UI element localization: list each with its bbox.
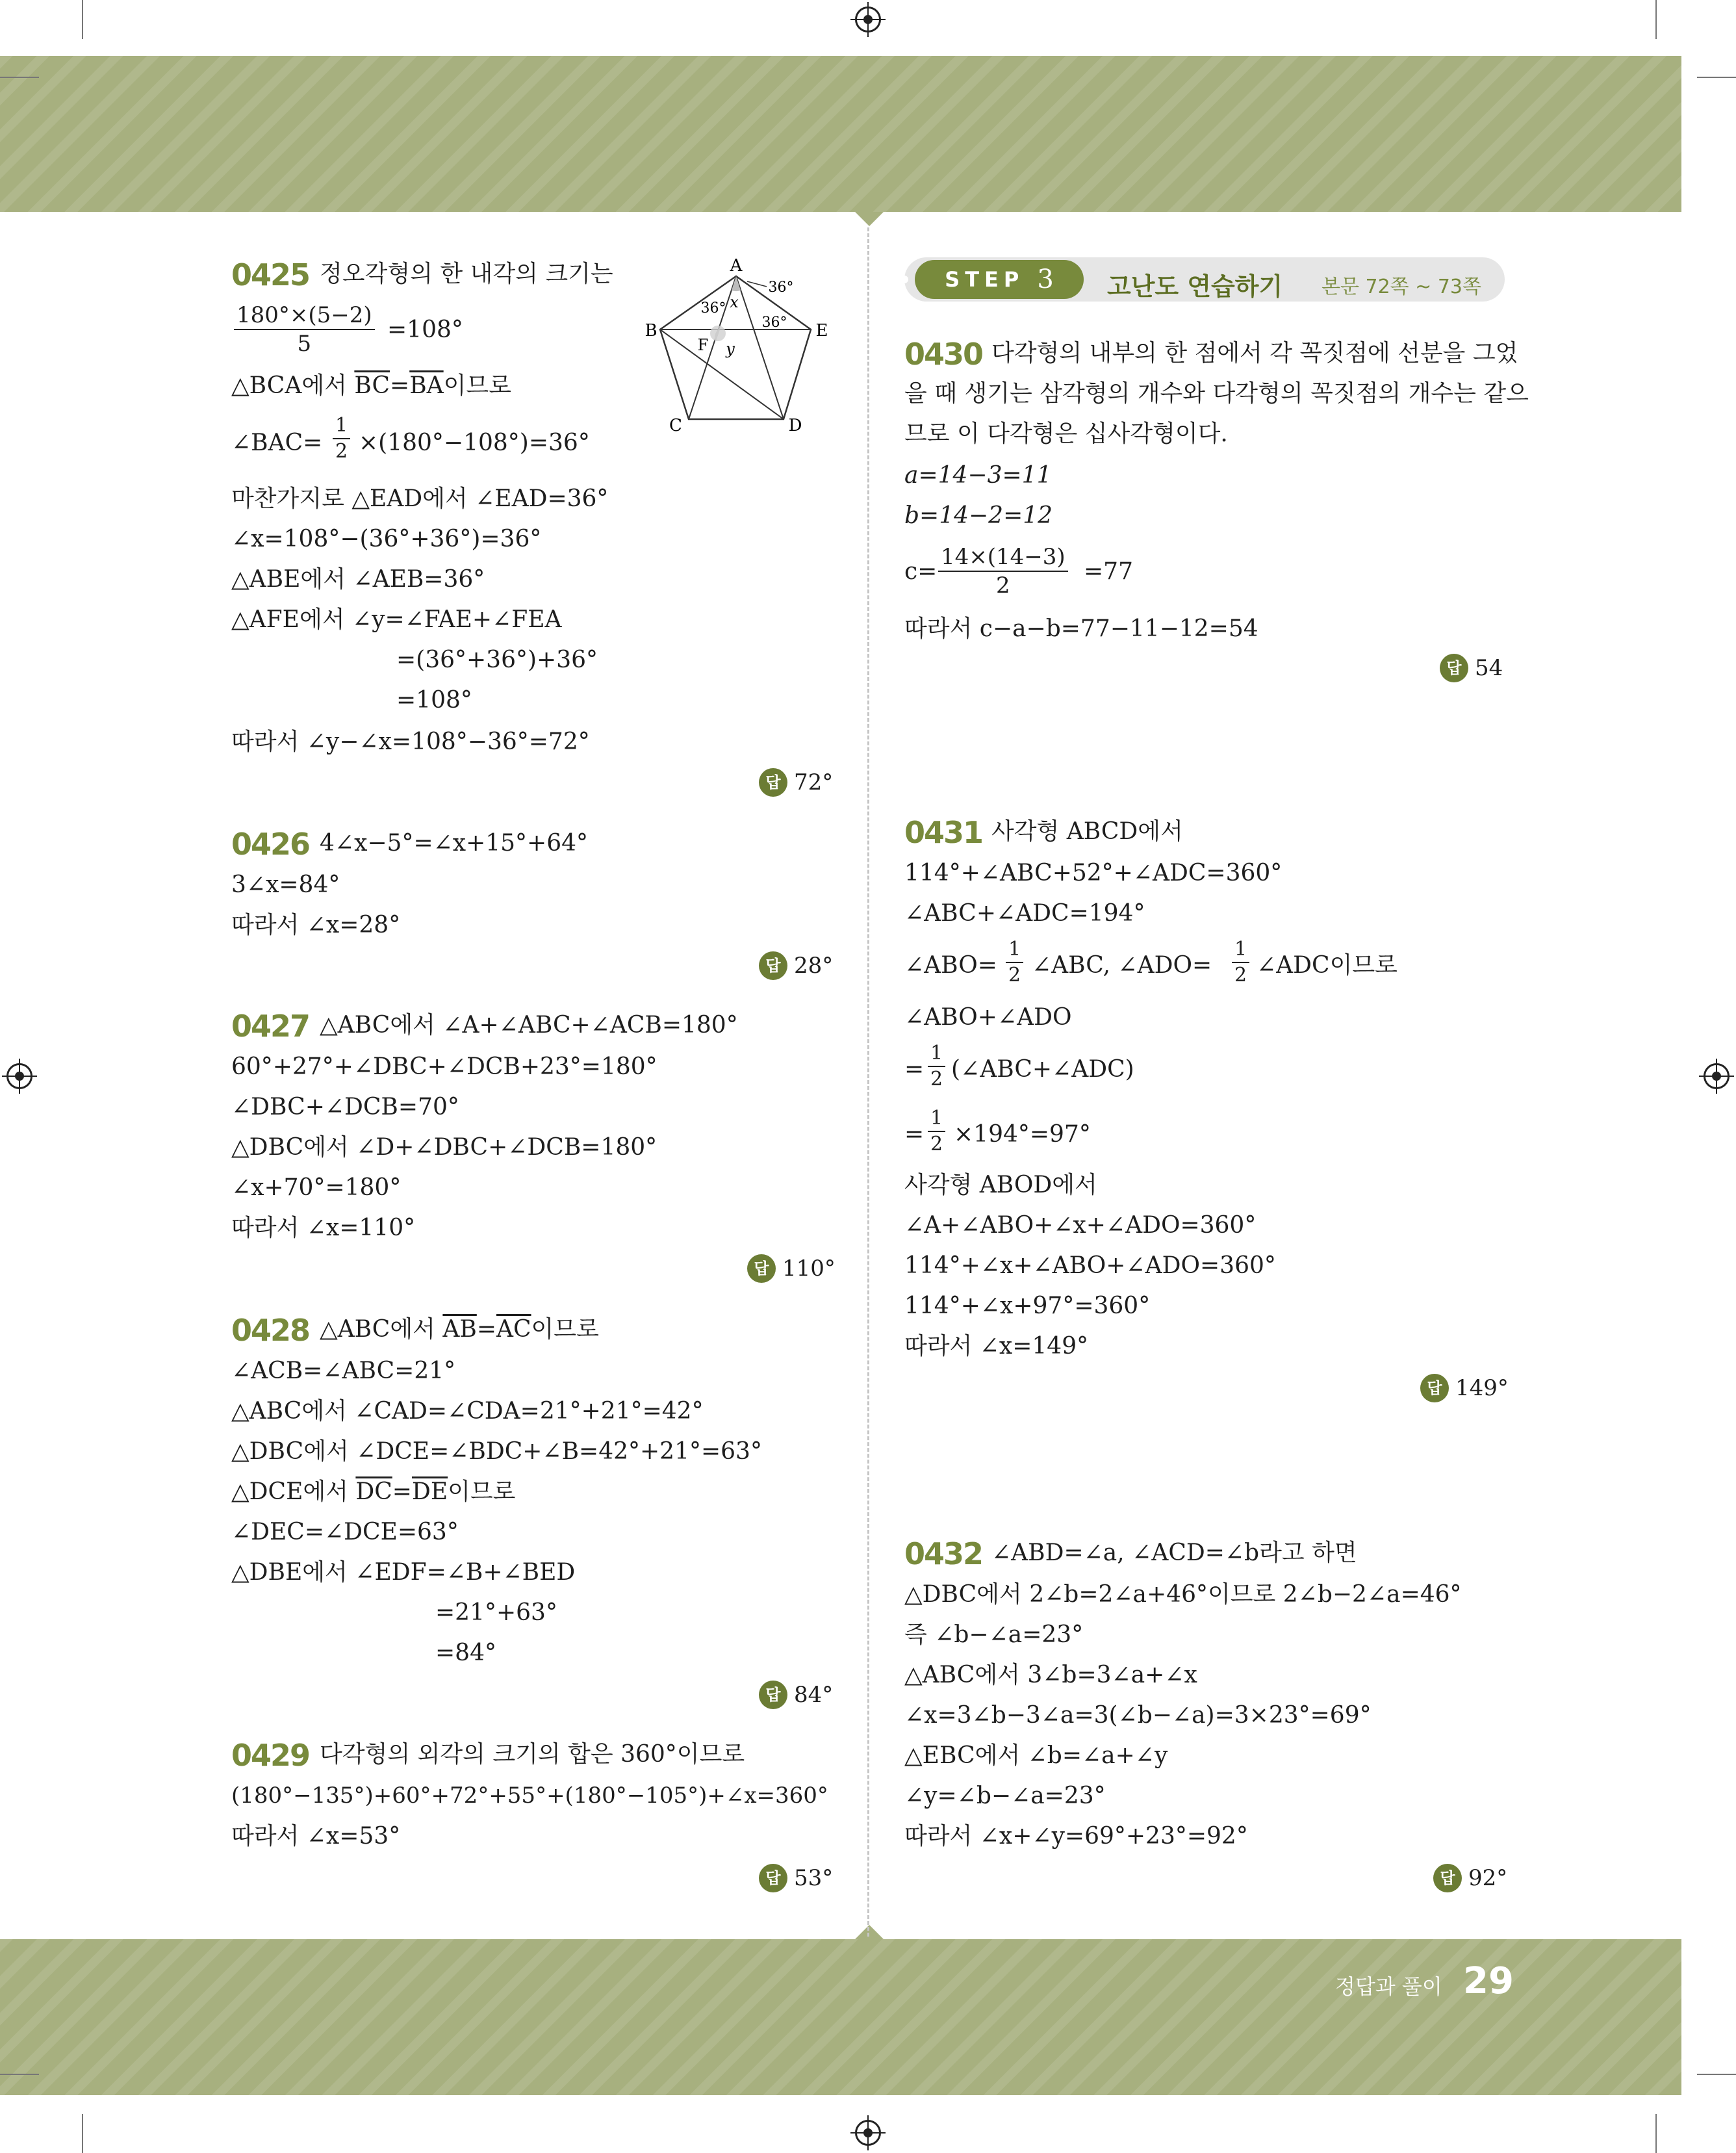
registration-mark-icon <box>855 2120 881 2146</box>
crop-mark <box>1697 77 1736 78</box>
text-line <box>231 374 511 398</box>
step-title: 고난도 연습하기 <box>1107 272 1283 301</box>
crop-mark <box>1655 2114 1657 2153</box>
answer <box>747 1254 836 1283</box>
text-line: ∠x=3∠b−3∠a=3(∠b−∠a)=3×23°=69° <box>904 1702 1372 1729</box>
fraction-numerator: 14×(14−3) <box>938 546 1068 572</box>
text-line: △DBC에서 2∠b=2∠a+46°이므로 2∠b−2∠a=46° <box>904 1581 1462 1608</box>
text-line: 을 때 생기는 삼각형의 개수와 다각형의 꼭짓점의 개수는 같으 <box>904 380 1529 407</box>
text-line: 따라서 ∠x=28° <box>231 912 401 938</box>
text-segment: 이므로 <box>448 1478 516 1505</box>
fraction <box>333 416 350 461</box>
footer-label: 정답과 풀이 <box>1335 1974 1442 1999</box>
text-line: ∠ABC, ∠ADO= <box>1032 952 1212 979</box>
text-line: = <box>904 1121 925 1148</box>
text-segment: 이므로 <box>443 372 511 399</box>
answer-value: 149° <box>1455 1375 1509 1401</box>
text-line: ∠y=∠b−∠a=23° <box>904 1783 1106 1809</box>
point-f-label: F <box>697 336 709 354</box>
text-line: 사각형 ABOD에서 <box>904 1172 1097 1198</box>
text-line: =21°+63° <box>435 1599 557 1626</box>
text-line: ∠ABC+∠ADC=194° <box>904 900 1145 927</box>
step-number: 3 <box>1037 264 1054 294</box>
text-line: 므로 이 다각형은 십사각형이다. <box>904 420 1228 447</box>
fraction <box>928 1109 945 1154</box>
vertex-b-label: B <box>645 321 657 341</box>
answer-value: 84° <box>794 1682 834 1708</box>
angle-y-label: y <box>726 340 735 358</box>
text-line: △DBC에서 ∠D+∠DBC+∠DCB=180° <box>231 1134 657 1161</box>
segment-bc: $\overline{BC}$ <box>354 372 390 399</box>
text-line: △ABC에서 ∠CAD=∠CDA=21°+21°=42° <box>231 1398 704 1425</box>
fraction <box>1006 940 1023 985</box>
footer-band <box>0 1939 1681 2095</box>
answer-badge-icon: 답 <box>759 1681 787 1709</box>
text-line: 따라서 ∠x+∠y=69°+23°=92° <box>904 1823 1248 1850</box>
segment-de: $\overline{DE}$ <box>411 1478 448 1505</box>
fraction-numerator: 1 <box>1232 940 1249 963</box>
problem-number: 0430 <box>904 337 983 372</box>
angle-36-label: 36° <box>768 279 794 296</box>
answer-badge-icon: 답 <box>759 768 787 797</box>
text-line: 4∠x−5°=∠x+15°+64° <box>320 830 589 857</box>
text-line: ∠A+∠ABO+∠x+∠ADO=360° <box>904 1212 1257 1239</box>
text-line: (∠ABC+∠ADC) <box>951 1056 1134 1083</box>
step-pill <box>915 260 1084 299</box>
text-line: = <box>904 1056 925 1083</box>
column-divider <box>867 227 869 1937</box>
fraction-numerator: 1 <box>928 1044 945 1067</box>
problem-number: 0427 <box>231 1009 310 1044</box>
fraction-numerator: 1 <box>1006 940 1023 963</box>
answer-value: 92° <box>1468 1865 1508 1891</box>
fraction <box>938 546 1068 597</box>
fraction-denominator: 2 <box>1008 964 1021 986</box>
text-line: 다각형의 외각의 크기의 합은 360°이므로 <box>320 1741 745 1768</box>
text-line: 3∠x=84° <box>231 871 340 898</box>
angle-36-label: 36° <box>761 315 787 331</box>
text-line: =(36°+36°)+36° <box>396 647 598 673</box>
text-line: ∠DBC+∠DCB=70° <box>231 1094 459 1120</box>
fraction-denominator: 2 <box>996 573 1010 599</box>
footer-notch <box>855 1925 884 1939</box>
answer <box>759 768 833 797</box>
text-line: 따라서 ∠x=53° <box>231 1823 401 1850</box>
registration-mark-icon <box>855 6 881 32</box>
text-line: 마찬가지로 △EAD에서 ∠EAD=36° <box>231 485 609 512</box>
pentagon-diagram <box>637 257 832 439</box>
answer <box>759 1864 833 1892</box>
text-line: ∠DEC=∠DCE=63° <box>231 1519 459 1545</box>
answer-value: 54 <box>1475 655 1503 681</box>
angle-36-label: 36° <box>700 300 726 316</box>
text-line: ×(180°−108°)=36° <box>359 430 590 456</box>
text-line: ∠ABO+∠ADO <box>904 1004 1072 1031</box>
answer <box>1420 1374 1509 1402</box>
answer-badge-icon: 답 <box>1420 1374 1449 1402</box>
fraction-denominator: 5 <box>297 331 312 357</box>
text-line: ∠ABO= <box>904 952 997 979</box>
answer-badge-icon: 답 <box>747 1254 776 1283</box>
answer-value: 72° <box>794 769 834 795</box>
text-line: 114°+∠x+∠ABO+∠ADO=360° <box>904 1252 1276 1279</box>
text-line: 다각형의 내부의 한 점에서 각 꼭짓점에 선분을 그었 <box>991 340 1518 367</box>
step-header <box>904 257 1505 302</box>
header-notch <box>855 212 884 226</box>
answer-badge-icon: 답 <box>759 951 787 980</box>
answer <box>759 951 833 980</box>
text-line: 따라서 ∠y−∠x=108°−36°=72° <box>231 728 590 755</box>
answer-value: 110° <box>782 1256 836 1282</box>
fraction-numerator: 1 <box>928 1109 945 1132</box>
crop-mark <box>0 77 39 78</box>
answer <box>759 1681 833 1709</box>
text-line: △EBC에서 ∠b=∠a+∠y <box>904 1742 1168 1769</box>
text-line: 60°+27°+∠DBC+∠DCB+23°=180° <box>231 1053 657 1080</box>
problem-number: 0431 <box>904 815 983 850</box>
vertex-a-label: A <box>730 257 743 276</box>
text-line: △DBC에서 ∠DCE=∠BDC+∠B=42°+21°=63° <box>231 1438 762 1465</box>
problem-number: 0426 <box>231 827 310 862</box>
answer-badge-icon: 답 <box>759 1864 787 1892</box>
answer <box>1433 1864 1507 1892</box>
text-line: =77 <box>1084 558 1133 585</box>
fraction-denominator: 2 <box>930 1133 943 1155</box>
segment-dc: $\overline{DC}$ <box>355 1478 392 1505</box>
text-line: ∠x=108°−(36°+36°)=36° <box>231 526 542 552</box>
text-line: 따라서 ∠x=110° <box>231 1215 416 1241</box>
vertex-e-label: E <box>815 321 828 341</box>
text-line: ∠ACB=∠ABC=21° <box>231 1358 456 1384</box>
text-line: △AFE에서 ∠y=∠FAE+∠FEA <box>231 606 562 633</box>
text-line: 즉 ∠b−∠a=23° <box>904 1621 1084 1648</box>
answer-value: 28° <box>794 953 834 979</box>
text-line: △DBE에서 ∠EDF=∠B+∠BED <box>231 1559 576 1586</box>
problem-number: 0425 <box>231 257 310 292</box>
crop-mark <box>82 2114 83 2153</box>
text-segment: △BCA에서 <box>231 372 355 399</box>
segment-ba: $\overline{BA}$ <box>409 372 444 399</box>
text-line <box>231 1480 515 1504</box>
header-band <box>0 56 1681 212</box>
fraction <box>234 304 375 355</box>
text-line: c= <box>904 558 938 585</box>
text-segment: = <box>392 1478 412 1505</box>
text-segment: △ABC에서 <box>320 1316 443 1343</box>
problem-number: 0429 <box>231 1738 310 1773</box>
text-line: 따라서 ∠x=149° <box>904 1333 1089 1360</box>
problem-number: 0432 <box>904 1536 983 1571</box>
text-line: △ABC에서 ∠A+∠ABC+∠ACB=180° <box>320 1012 738 1038</box>
text-line: =108° <box>387 316 463 343</box>
text-line: ∠BAC= <box>231 430 323 456</box>
crop-mark <box>1655 0 1657 39</box>
fraction <box>1232 940 1249 985</box>
answer-value: 53° <box>794 1865 834 1891</box>
text-line: (180°−135°)+60°+72°+55°+(180°−105°)+∠x=360° <box>231 1783 828 1809</box>
text-line: b=14−2=12 <box>904 502 1053 529</box>
answer-badge-icon: 답 <box>1433 1864 1462 1892</box>
angle-x-label: x <box>730 293 739 311</box>
fraction-numerator: 180°×(5−2) <box>234 304 375 330</box>
text-line: ×194°=97° <box>954 1121 1091 1148</box>
registration-mark-icon <box>6 1063 32 1089</box>
text-line: a=14−3=11 <box>904 462 1052 489</box>
text-line: 정오각형의 한 내각의 크기는 <box>320 261 613 287</box>
page-number: 29 <box>1463 1960 1514 2002</box>
fraction-denominator: 2 <box>1234 964 1247 986</box>
text-line: 114°+∠ABC+52°+∠ADC=360° <box>904 860 1283 886</box>
registration-mark-icon <box>1704 1063 1730 1089</box>
text-segment: = <box>476 1316 496 1343</box>
text-line: △ABC에서 3∠b=3∠a+∠x <box>904 1662 1197 1688</box>
text-segment: = <box>390 372 410 399</box>
answer-badge-icon: 답 <box>1440 654 1468 682</box>
text-line: =84° <box>435 1640 496 1666</box>
text-line: 따라서 c−a−b=77−11−12=54 <box>904 615 1258 642</box>
segment-ab: $\overline{AB}$ <box>442 1316 477 1343</box>
vertex-c-label: C <box>669 416 682 435</box>
step-label: STEP <box>945 267 1025 292</box>
answer <box>1440 654 1503 682</box>
crop-mark <box>1697 2074 1736 2075</box>
text-line: ∠x+70°=180° <box>231 1174 402 1201</box>
fraction-denominator: 2 <box>930 1068 943 1090</box>
fraction-denominator: 2 <box>335 440 348 463</box>
text-line: △ABE에서 ∠AEB=36° <box>231 566 485 593</box>
text-line: ∠ABD=∠a, ∠ACD=∠b라고 하면 <box>991 1540 1357 1566</box>
text-segment: 이므로 <box>531 1316 599 1343</box>
crop-mark <box>0 2074 39 2075</box>
text-line: =108° <box>396 687 472 714</box>
text-line: ∠ADC이므로 <box>1257 952 1398 979</box>
text-line <box>320 1318 599 1341</box>
fraction-numerator: 1 <box>333 416 350 439</box>
page-reference: 본문 72쪽 ~ 73쪽 <box>1321 276 1481 298</box>
vertex-d-label: D <box>788 416 802 435</box>
segment-ac: $\overline{AC}$ <box>496 1316 531 1343</box>
fraction <box>928 1044 945 1089</box>
text-segment: △DCE에서 <box>231 1478 356 1505</box>
text-line: 사각형 ABCD에서 <box>991 818 1183 845</box>
text-line: 114°+∠x+97°=360° <box>904 1293 1151 1319</box>
problem-number: 0428 <box>231 1313 310 1348</box>
crop-mark <box>82 0 83 39</box>
step-dot-icon <box>900 276 908 283</box>
